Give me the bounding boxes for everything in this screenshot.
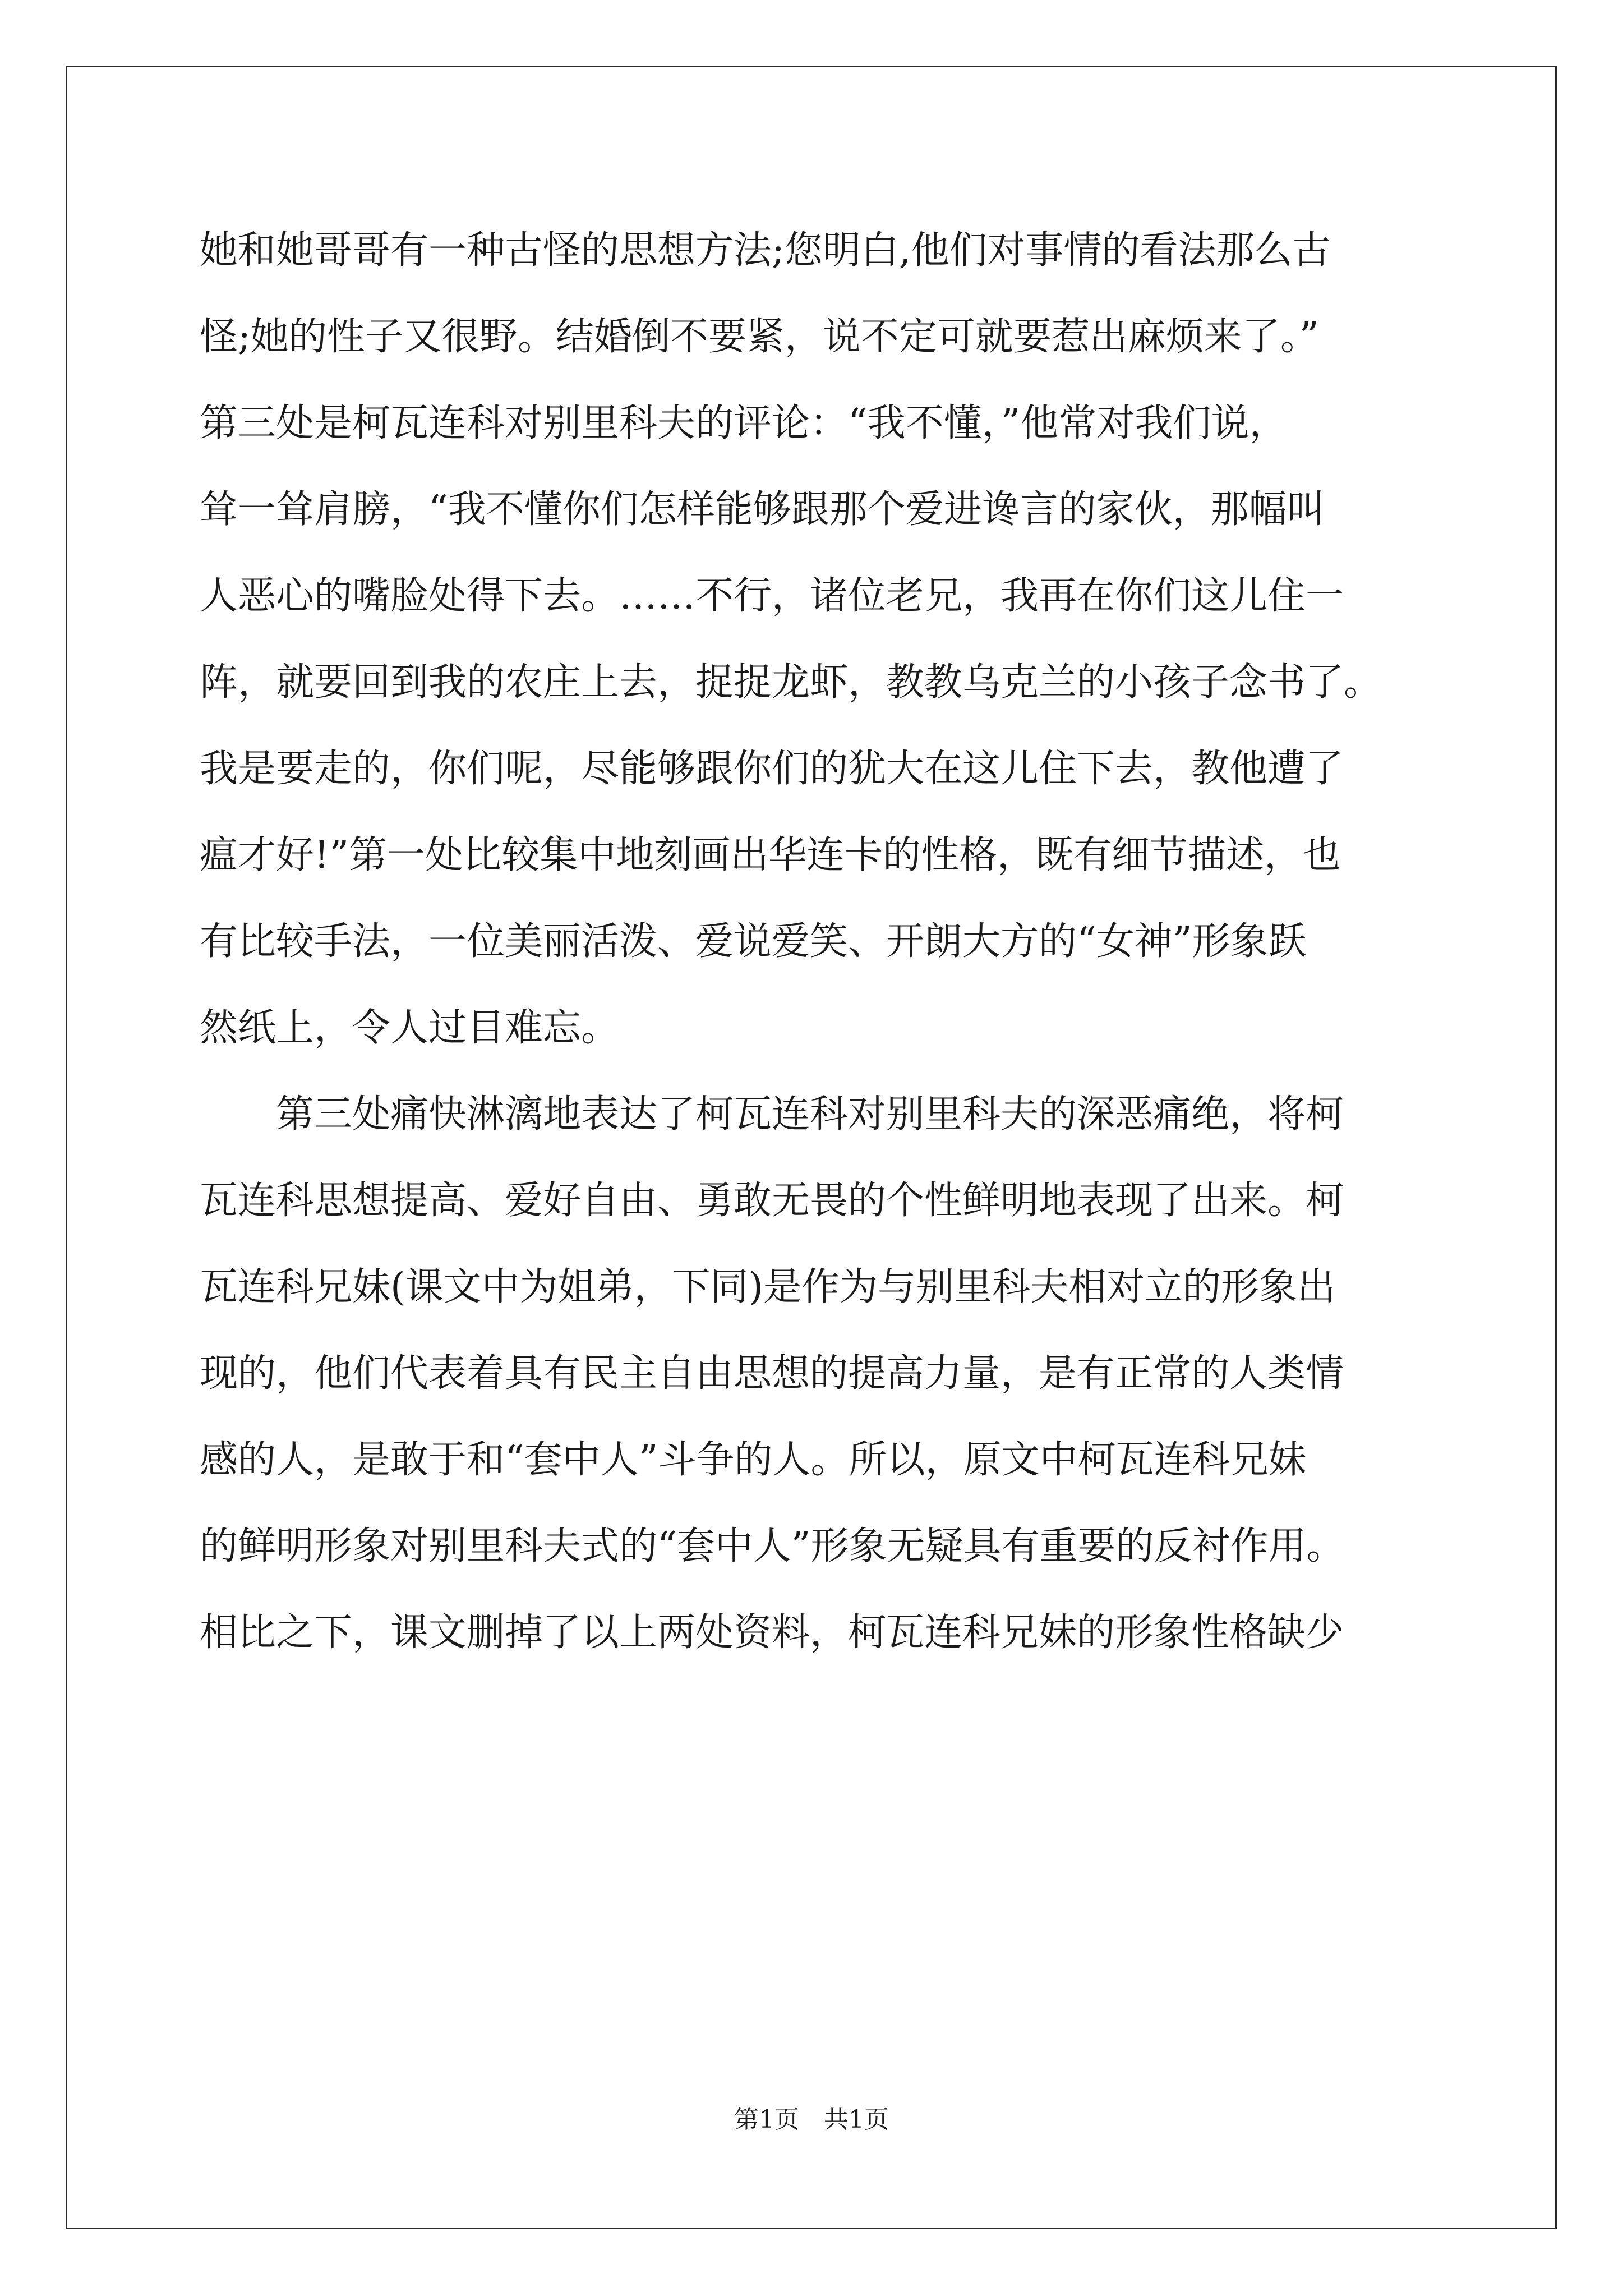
text-line: 相比之下，课文删掉了以上两处资料，柯瓦连科兄妹的形象性格缺少 — [200, 1611, 1344, 1655]
body-text — [200, 208, 1433, 1676]
text-line: 第三处是柯瓦连科对别里科夫的评论：“我不懂，”他常对我们说， — [200, 401, 1288, 445]
text-line: 第三处痛快淋漓地表达了柯瓦连科对别里科夫的深恶痛绝，将柯 — [200, 1092, 1344, 1137]
text-line: 瓦连科思想提高、爱好自由、勇敢无畏的个性鲜明地表现了出来。柯 — [200, 1179, 1344, 1223]
page-footer: 第1页 共1页 — [734, 2105, 889, 2134]
text-line: 然纸上，令人过目难忘。 — [200, 1006, 620, 1050]
text-line: 我是要走的，你们呢，尽能够跟你们的犹大在这儿住下去，教他遭了 — [200, 747, 1344, 791]
text-line: 她和她哥哥有一种古怪的思想方法;您明白,他们对事情的看法那么古 — [200, 228, 1331, 273]
text-line: 感的人，是敢于和“套中人”斗争的人。所以，原文中柯瓦连科兄妹 — [200, 1438, 1307, 1482]
text-line: 耸一耸肩膀，“我不懂你们怎样能够跟那个爱进谗言的家伙，那幅叫 — [200, 487, 1325, 532]
text-line: 人恶心的嘴脸处得下去。……不行，诸位老兄，我再在你们这儿住一 — [200, 574, 1344, 618]
text-line: 瓦连科兄妹(课文中为姐弟，下同)是作为与别里科夫相对立的形象出 — [200, 1265, 1336, 1309]
text-line: 有比较手法，一位美丽活泼、爱说爱笑、开朗大方的“女神”形象跃 — [200, 919, 1307, 964]
text-line: 的鲜明形象对别里科夫式的“套中人”形象无疑具有重要的反衬作用。 — [200, 1524, 1345, 1568]
text-line: 现的，他们代表着具有民主自由思想的提高力量，是有正常的人类情 — [200, 1351, 1344, 1396]
text-line: 阵，就要回到我的农庄上去，捉捉龙虾，教教乌克兰的小孩子念书了。 — [200, 660, 1382, 705]
text-line: 怪;她的性子又很野。结婚倒不要紧，说不定可就要惹出麻烦来了。” — [200, 315, 1319, 359]
text-line: 瘟才好!”第一处比较集中地刻画出华连卡的性格，既有细节描述，也 — [200, 833, 1341, 877]
